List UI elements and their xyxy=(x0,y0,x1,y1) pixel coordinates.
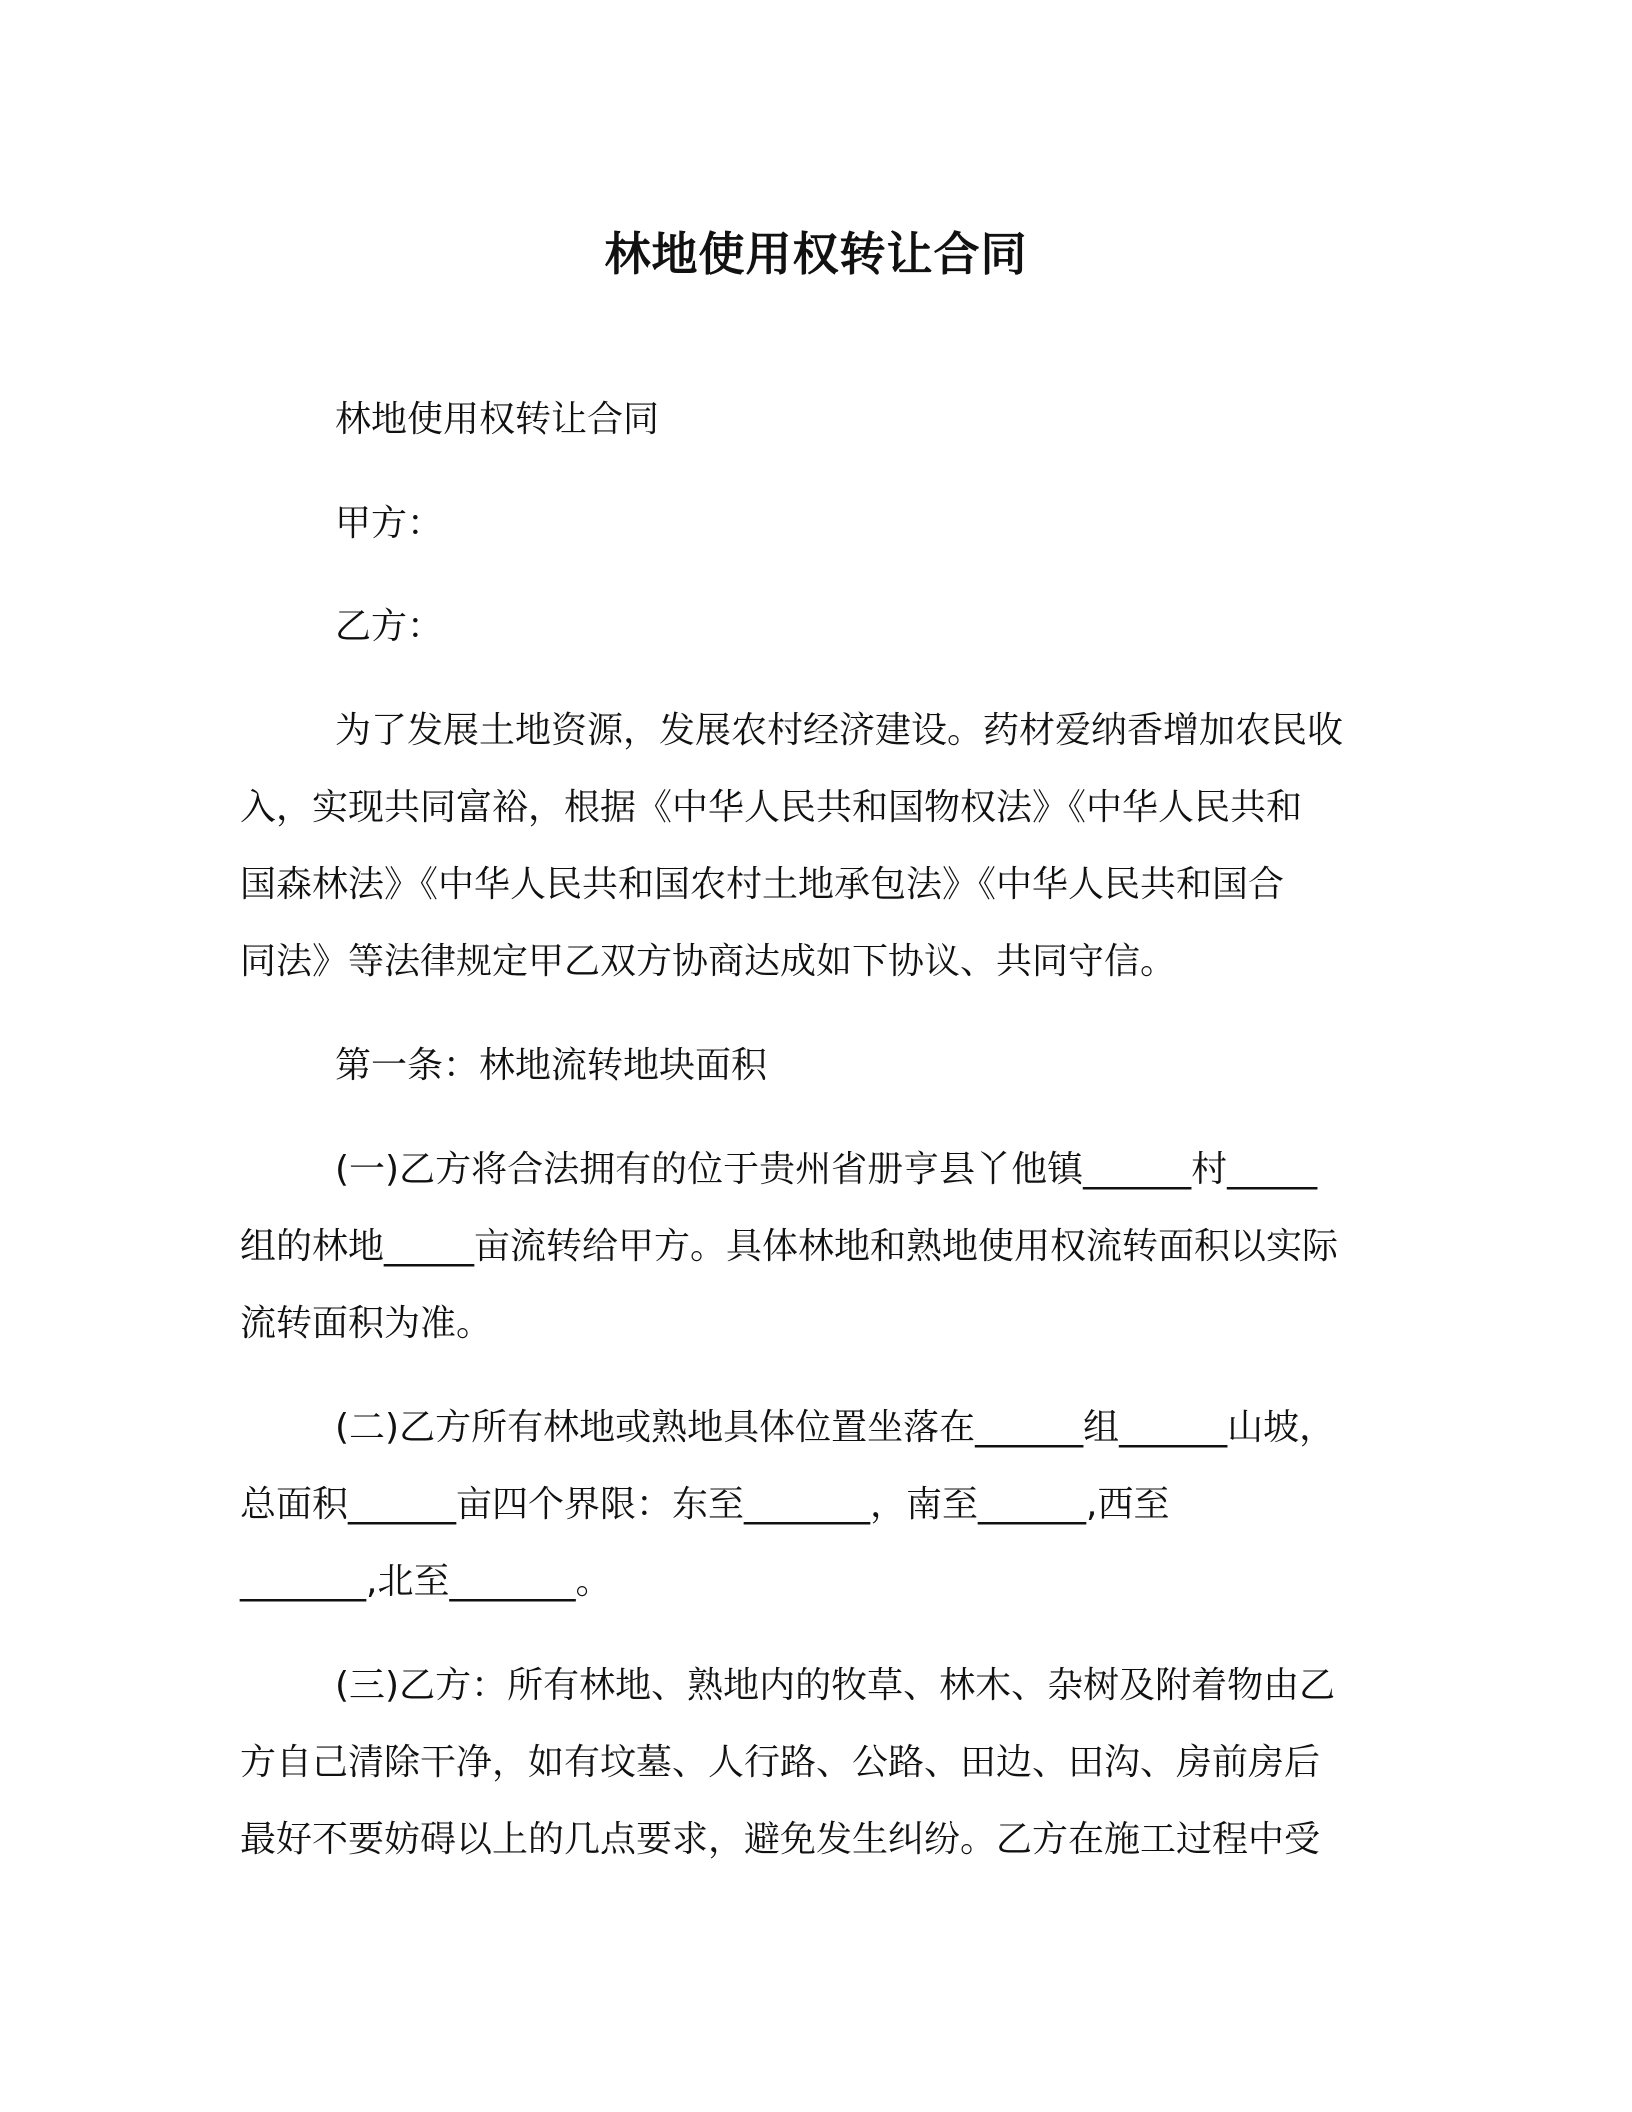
preamble-line: 国森林法》《中华人民共和国农村土地承包法》《中华人民共和国合 xyxy=(240,864,1285,905)
clause-2-line: 总面积______亩四个界限：东至_______，南至______,西至 xyxy=(240,1484,1170,1525)
clause-1-line: 组的林地_____亩流转给甲方。具体林地和熟地使用权流转面积以实际 xyxy=(240,1226,1339,1267)
body-title: 林地使用权转让合同 xyxy=(335,399,660,440)
party-a-label: 甲方： xyxy=(335,503,444,544)
clause-3-line: (三)乙方：所有林地、熟地内的牧草、林木、杂树及附着物由乙 xyxy=(335,1665,1336,1706)
clause-3-line: 方自己清除干净，如有坟墓、人行路、公路、田边、田沟、房前房后 xyxy=(240,1742,1321,1783)
article-1-heading: 第一条：林地流转地块面积 xyxy=(335,1045,768,1086)
party-b-label: 乙方： xyxy=(335,606,444,647)
clause-2-line: _______,北至_______。 xyxy=(240,1561,612,1602)
preamble-line: 入，实现共同富裕，根据《中华人民共和国物权法》《中华人民共和 xyxy=(240,787,1303,828)
clause-1-line: 流转面积为准。 xyxy=(240,1303,493,1344)
preamble-line: 为了发展土地资源，发展农村经济建设。药材爱纳香增加农民收 xyxy=(335,710,1344,751)
clause-1-line: (一)乙方将合法拥有的位于贵州省册亨县丫他镇______村_____ xyxy=(335,1149,1318,1190)
clause-2-line: (二)乙方所有林地或熟地具体位置坐落在______组______山坡， xyxy=(335,1407,1336,1448)
document-title: 林地使用权转让合同 xyxy=(604,227,1028,281)
clause-3-line: 最好不要妨碍以上的几点要求，避免发生纠纷。乙方在施工过程中受 xyxy=(240,1819,1321,1860)
preamble-line: 同法》等法律规定甲乙双方协商达成如下协议、共同守信。 xyxy=(240,941,1177,982)
